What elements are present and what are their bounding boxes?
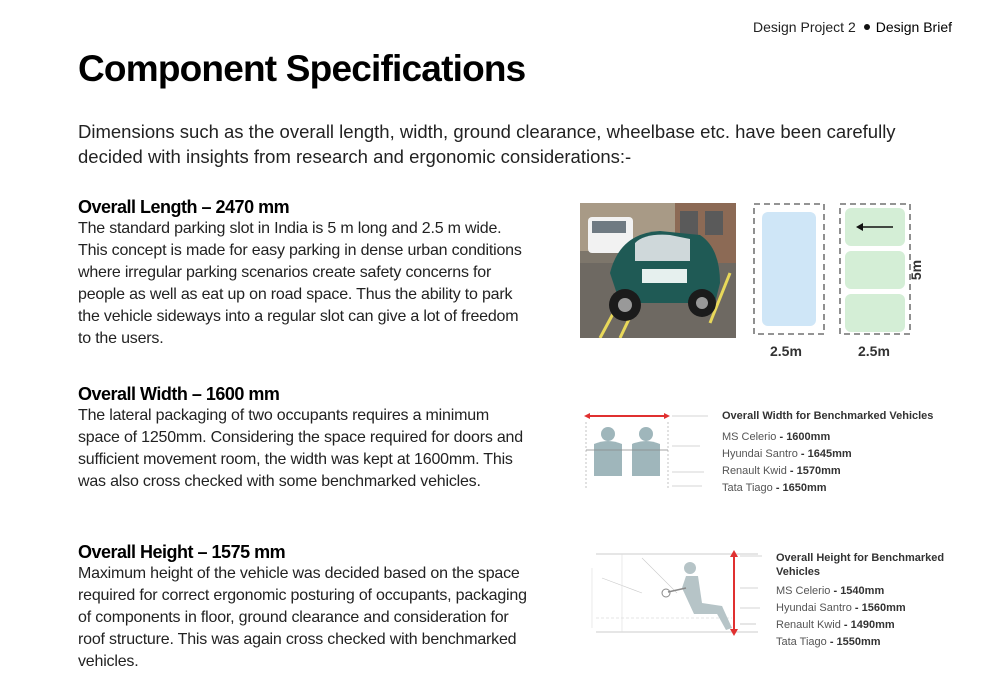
benchmark-row	[776, 583, 944, 600]
vehicle-value: - 1560mm	[854, 602, 906, 614]
benchmark-row	[776, 634, 944, 651]
vehicle-value: - 1490mm	[843, 619, 895, 631]
vehicle-value: - 1645mm	[800, 448, 852, 460]
vehicle-name: MS Celerio	[776, 585, 831, 597]
slot-width-label: 2.5m	[770, 343, 802, 359]
vehicle-value: - 1570mm	[789, 465, 841, 477]
section-height	[78, 541, 528, 673]
parked-vehicle-photo	[580, 203, 736, 338]
intro-paragraph: Dimensions such as the overall length, width, ground clearance, wheelbase etc. have been carefully decided with insights from research and ergonomic considerations:-	[78, 121, 896, 167]
section-body: The standard parking slot in India is 5 m long and 2.5 m wide. This concept is made for easy parking in dense urban conditions where irregular parking scenarios create safety concerns for people as well as eat up on road space. Thus the ability to park the vehicle sideways into a regular slot can give a lot of freedom to the users.	[78, 220, 522, 347]
vehicle-value: - 1550mm	[829, 636, 881, 648]
brief-label: Design Brief	[875, 19, 952, 35]
vehicle-name: Tata Tiago	[776, 636, 827, 648]
width-benchmark-table	[722, 409, 933, 497]
section-body: Maximum height of the vehicle was decided based on the space required for correct ergonomic posturing of occupants, packaging of components in floor, ground clearance and consideration for roof structure. This was again cross checked with benchmarked vehicles.	[78, 565, 527, 670]
parking-slot-diagram	[748, 200, 926, 360]
benchmark-row	[722, 463, 933, 480]
vehicle-name: MS Celerio	[722, 431, 777, 443]
section-heading: Overall Width – 1600 mm	[78, 384, 280, 404]
width-occupants-figure	[582, 410, 712, 505]
project-label: Design Project 2	[753, 19, 856, 35]
slot-width-label: 2.5m	[858, 343, 890, 359]
slot-length-label: 5m	[908, 259, 925, 281]
benchmark-title-line2: Vehicles	[776, 566, 821, 578]
bullet-icon	[864, 24, 870, 30]
benchmark-title: Overall Height for Benchmarked	[776, 552, 945, 564]
page-title: Component Specifications	[78, 48, 526, 89]
section-heading: Overall Height – 1575 mm	[78, 542, 286, 562]
section-body: The lateral packaging of two occupants requires a minimum space of 1250mm. Considering the space required for doors and sufficient movement room, the width was kept at 1600mm. This was also cross checked with some benchmarked vehicles.	[78, 407, 523, 490]
section-width	[78, 383, 528, 493]
section-heading: Overall Length – 2470 mm	[78, 197, 290, 217]
benchmark-row	[776, 617, 944, 634]
vehicle-name: Renault Kwid	[722, 465, 787, 477]
vehicle-name: Tata Tiago	[722, 482, 773, 494]
vehicle-name: Renault Kwid	[776, 619, 841, 631]
vehicle-value: - 1650mm	[775, 482, 827, 494]
benchmark-row	[722, 429, 933, 446]
section-length	[78, 196, 528, 350]
height-benchmark-table	[776, 551, 944, 651]
page-header	[753, 19, 952, 35]
benchmark-title: Overall Width for Benchmarked Vehicles	[722, 410, 934, 422]
benchmark-row	[776, 600, 944, 617]
vehicle-value: - 1600mm	[779, 431, 831, 443]
benchmark-row	[722, 480, 933, 497]
benchmark-row	[722, 446, 933, 463]
height-posture-figure	[582, 548, 772, 643]
vehicle-value: - 1540mm	[833, 585, 885, 597]
vehicle-name: Hyundai Santro	[722, 448, 798, 460]
vehicle-name: Hyundai Santro	[776, 602, 852, 614]
